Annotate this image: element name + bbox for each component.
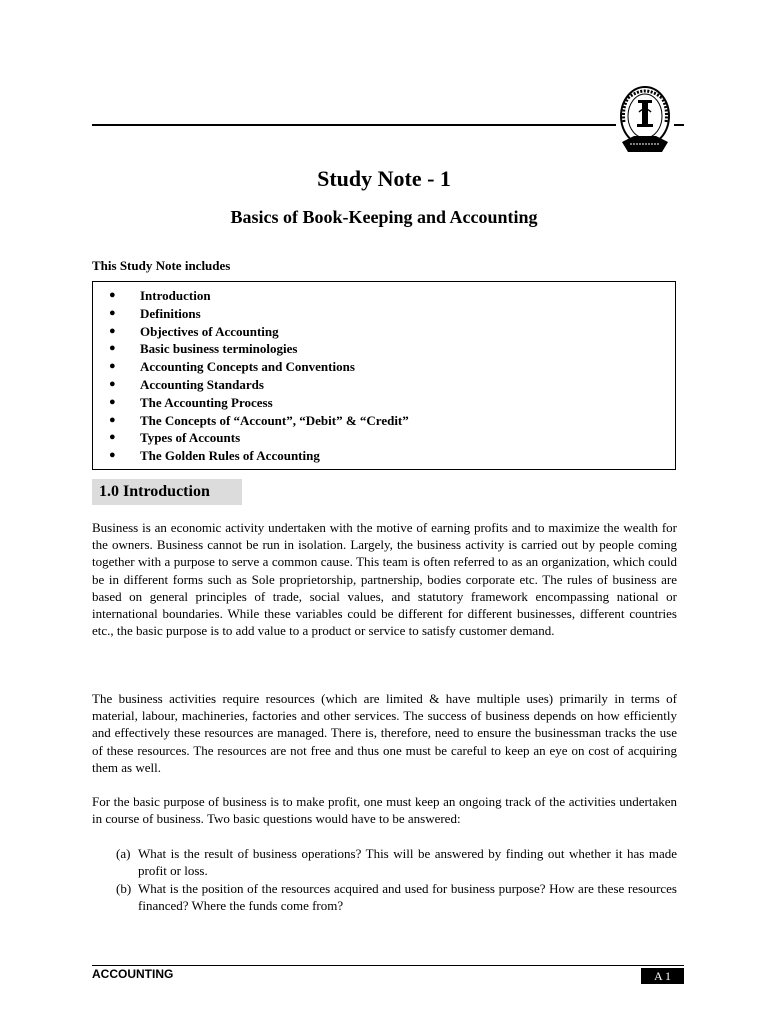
- bullet-icon: ●: [109, 395, 116, 408]
- question-item: [116, 880, 677, 914]
- page-title: Study Note - 1: [317, 166, 451, 191]
- page-number: A 1: [641, 968, 684, 984]
- contents-item-label: Types of Accounts: [140, 430, 241, 446]
- contents-item-label: Definitions: [140, 305, 201, 321]
- contents-item-label: Accounting Standards: [140, 376, 264, 392]
- bullet-icon: ●: [109, 360, 116, 373]
- bullet-icon: ●: [109, 306, 116, 319]
- list-item: [109, 394, 409, 412]
- contents-item-label: Introduction: [140, 288, 211, 303]
- bullet-icon: ●: [109, 377, 116, 390]
- contents-item-label: Objectives of Accounting: [140, 323, 279, 339]
- list-item: [109, 447, 409, 465]
- list-item: [109, 323, 409, 341]
- page-subtitle: Basics of Book-Keeping and Accounting: [230, 207, 538, 227]
- bullet-icon: ●: [109, 413, 116, 426]
- contents-item-label: The Golden Rules of Accounting: [140, 448, 320, 464]
- contents-item-label: Accounting Concepts and Conventions: [140, 359, 355, 375]
- contents-list: [109, 287, 409, 465]
- question-text: What is the result of business operations? This will be answered by finding out whether it has made profit or loss.: [138, 846, 677, 879]
- paragraph: For the basic purpose of business is to make profit, one must keep an ongoing track of the activities undertaken in course of business. Two basic questions would have to be answered:: [92, 794, 677, 827]
- list-item: [109, 287, 409, 305]
- header-rule: [92, 124, 684, 126]
- footer-rule: [92, 965, 684, 966]
- contents-item-label: The Accounting Process: [140, 394, 273, 410]
- list-item: [109, 412, 409, 430]
- section-heading: 1.0 Introduction: [92, 479, 242, 505]
- paragraph: The business activities require resources (which are limited & have multiple uses) primarily in terms of material, labour, machineries, factories and other services. The success of business depends on how efficiently and effectively these resources are managed. There is, therefore, need to ensure the businessman tracks the use of these resources. The resources are not free and thus one must be careful to keep an eye on cost of acquiring them as well.: [92, 691, 677, 775]
- contents-item-label: The Concepts of “Account”, “Debit” & “Credit”: [140, 412, 409, 428]
- contents-item-label: Basic business terminologies: [140, 341, 298, 357]
- list-item: [109, 429, 409, 447]
- list-item: [109, 340, 409, 358]
- includes-label: This Study Note includes: [92, 258, 231, 273]
- institute-emblem-icon: [616, 82, 674, 160]
- bullet-icon: ●: [109, 289, 116, 301]
- bullet-icon: ●: [109, 324, 116, 337]
- question-text: What is the position of the resources acquired and used for business purpose? How are these resources financed? Where the funds come from?: [138, 881, 677, 914]
- footer-subject: ACCOUNTING: [92, 967, 174, 981]
- bullet-icon: ●: [109, 342, 116, 355]
- list-item: [109, 305, 409, 323]
- bullet-icon: ●: [109, 431, 116, 444]
- question-marker: (b): [116, 881, 132, 896]
- list-item: [109, 376, 409, 394]
- question-item: [116, 845, 677, 879]
- paragraph: Business is an economic activity undertaken with the motive of earning profits and to maximize the wealth for the owners. Business cannot be run in isolation. Largely, the business activity is carried out by people coming together with a purpose to serve a common cause. This team is often referred to as an organization, which could be in different forms such as Sole proprietorship, partnership, bodies corporate etc. The rules of business are based on general principles of trade, social values, and statutory framework encompassing national or international boundaries. While these variables could be different for different businesses, different countries etc., the basic purpose is to add value to a product or service to satisfy customer demand.: [92, 520, 677, 639]
- list-item: [109, 358, 409, 376]
- contents-box: [92, 281, 676, 470]
- bullet-icon: ●: [109, 449, 116, 462]
- question-marker: (a): [116, 846, 131, 861]
